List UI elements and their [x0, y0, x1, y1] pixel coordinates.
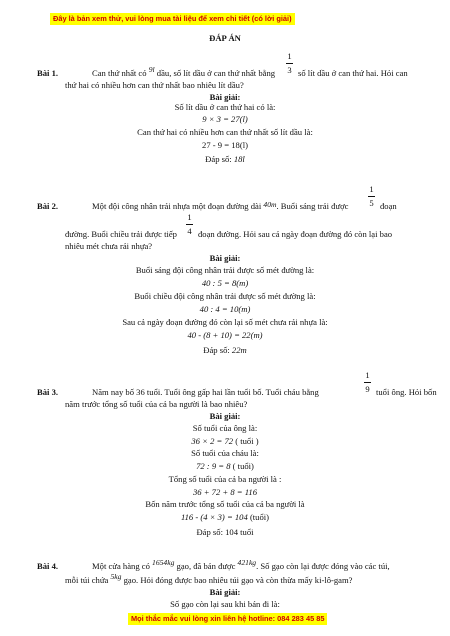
- exercise-3-label: Bài 3.: [37, 387, 59, 397]
- answer: Đáp số: 104 tuổi: [196, 527, 254, 537]
- fraction-one-third: 1 3: [287, 51, 292, 75]
- hotline-footer: Mọi thắc mắc vui lòng xin liên hệ hotline: 084 283 45 85: [128, 613, 327, 625]
- page-title: ĐÁP ÁN: [209, 33, 241, 43]
- exercise-2-label: Bài 2.: [37, 201, 59, 211]
- preview-banner: Đây là bản xem thử, vui lòng mua tài liệu để xem chi tiết (có lời giải): [50, 13, 295, 25]
- exercise-1-label: Bài 1.: [37, 68, 59, 78]
- answer: Đáp số: 18l: [205, 154, 245, 164]
- fraction-one-fourth: 1 4: [187, 212, 192, 236]
- exercise-1-text: Can thứ nhất có 9l dầu, số lít dầu ở can thứ nhất bằng: [92, 65, 276, 78]
- fraction-one-ninth: 1 9: [365, 370, 370, 394]
- exercise-4-label: Bài 4.: [37, 561, 59, 571]
- fraction-one-fifth: 1 5: [369, 184, 374, 208]
- solution-heading: Bài giải:: [209, 253, 241, 263]
- answer: Đáp số: 22m: [203, 345, 247, 355]
- solution-heading: Bài giải:: [209, 411, 241, 421]
- solution-heading: Bài giải:: [209, 92, 241, 102]
- solution-heading: Bài giải:: [209, 587, 241, 597]
